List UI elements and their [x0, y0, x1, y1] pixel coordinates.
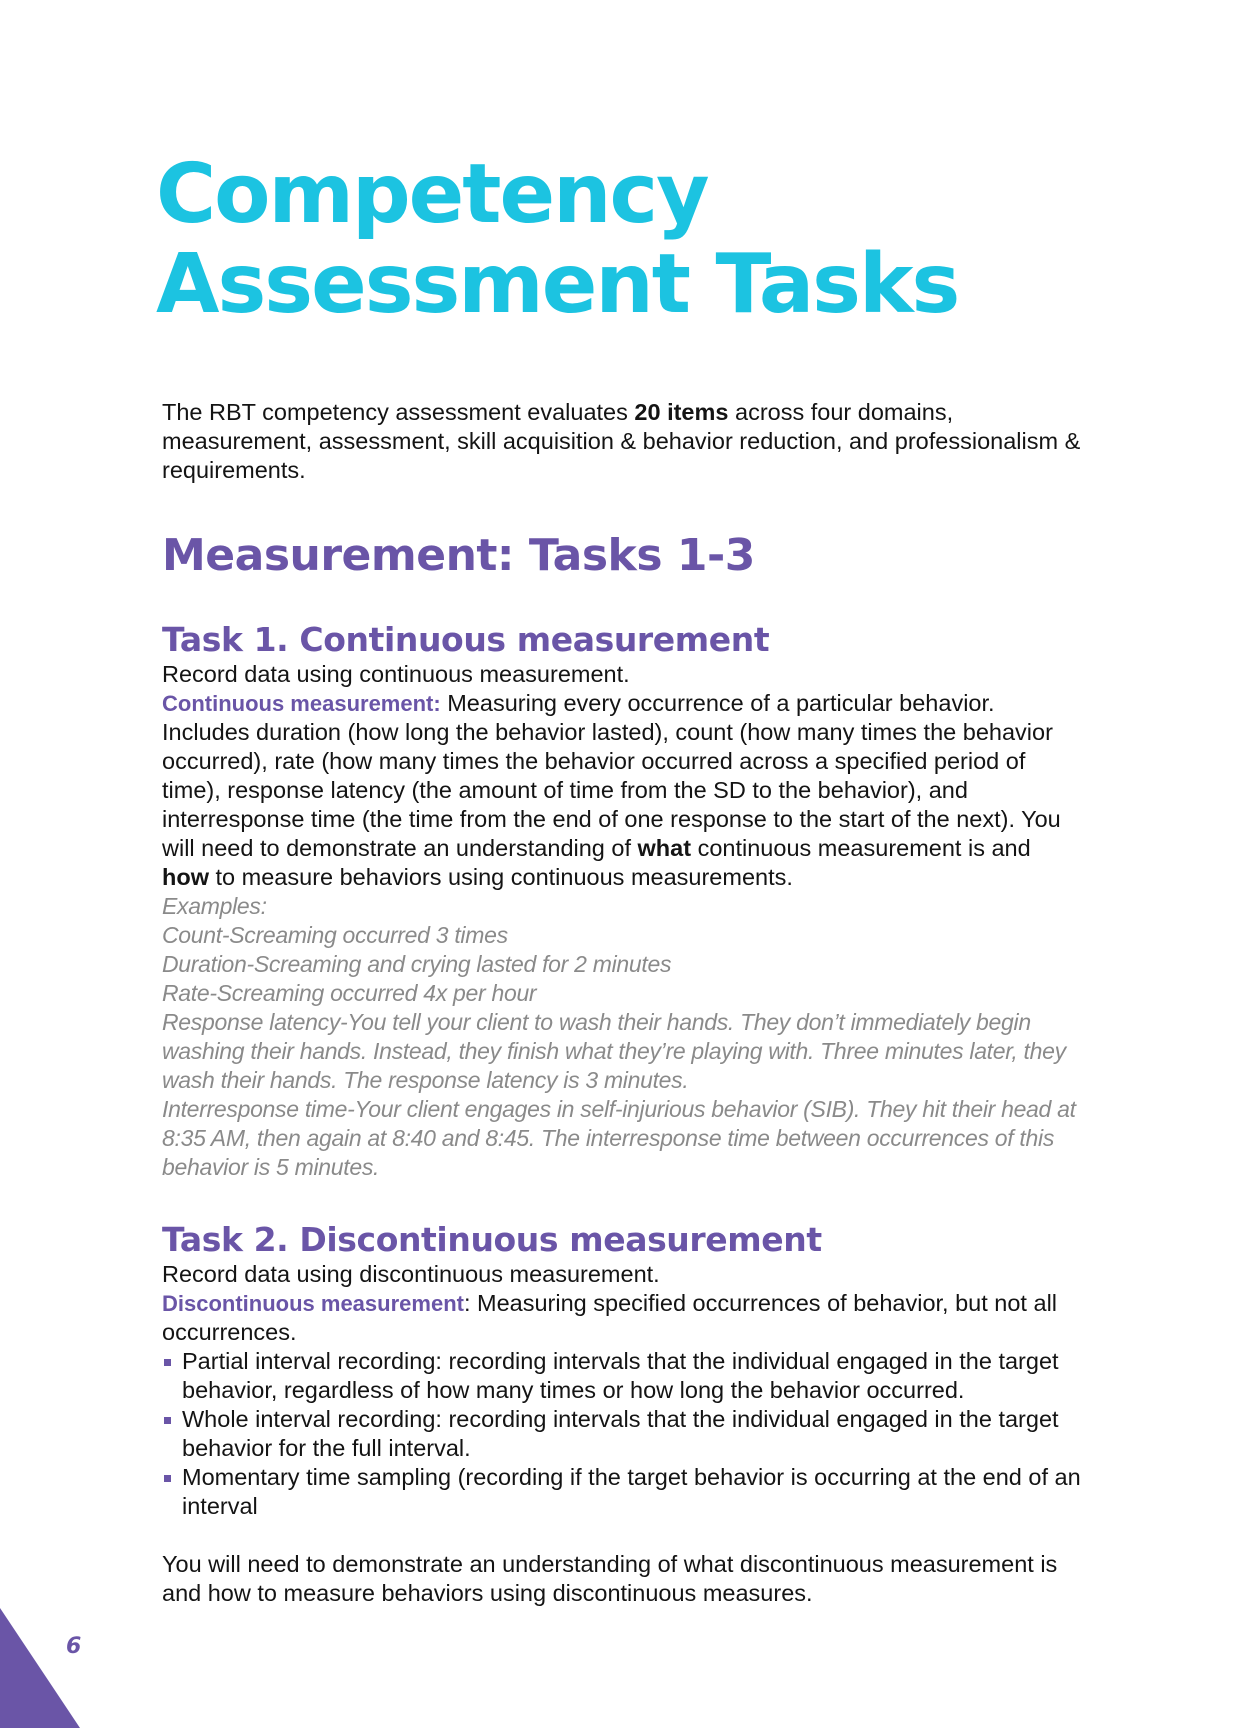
examples-label: Examples:: [162, 893, 267, 919]
task-1-definition-paragraph: [162, 689, 1082, 892]
page-number: 6: [66, 1634, 82, 1659]
task-2-title: Task 2. Discontinuous measurement: [162, 1220, 822, 1259]
task-1-demo-text-2: continuous measurement is and: [691, 835, 1031, 861]
task-2-closing: You will need to demonstrate an understanding of what discontinuous measurement is and how to measure behaviors using discontinuous measures.: [162, 1551, 1058, 1606]
task-2-summary: Record data using discontinuous measurement.: [162, 1261, 660, 1287]
bullet-text: Whole interval recording: recording intervals that the individual engaged in the target behavior for the full interval.: [182, 1406, 1059, 1461]
bullet-square-icon: [164, 1475, 171, 1482]
bullet-square-icon: [164, 1417, 171, 1424]
task-1-term: Continuous measurement:: [162, 691, 441, 716]
task-2-definition: : Measuring specified occurrences of behavior, but not all occurrences.: [162, 1290, 1058, 1345]
example-duration: Duration-Screaming and crying lasted for 2 minutes: [162, 951, 672, 977]
example-rate: Rate-Screaming occurred 4x per hour: [162, 980, 537, 1006]
task-2-bullet-list: [162, 1347, 1082, 1521]
task-2-section: [162, 1220, 1082, 1608]
task-2-definition-paragraph: [162, 1289, 1082, 1347]
corner-triangle-decoration: [0, 1608, 80, 1728]
intro-text-end: across four domains, measurement, assessment, skill acquisition & behavior reduction, and professionalism & requirements.: [162, 399, 1081, 483]
task-1-section: [162, 620, 1082, 1182]
intro-bold-count: 20 items: [634, 399, 729, 425]
intro-paragraph: [162, 398, 1082, 485]
bullet-square-icon: [164, 1359, 171, 1366]
bullet-text: Momentary time sampling (recording if the target behavior is occurring at the end of an interval: [182, 1464, 1081, 1519]
task-2-term: Discontinuous measurement: [162, 1291, 464, 1316]
example-interresponse-time: Interresponse time-Your client engages in self-injurious behavior (SIB). They hit their head at 8:35 AM, then again at 8:40 and 8:45. The interresponse time between occurrences of this behavior is 5 minutes.: [162, 1096, 1076, 1180]
section-heading: Measurement: Tasks 1-3: [162, 530, 755, 581]
task-1-demo-text-1: You will need to demonstrate an understanding of: [162, 806, 1061, 861]
task-1-title: Task 1. Continuous measurement: [162, 620, 770, 659]
page-title-line-1: Competency: [156, 147, 708, 242]
intro-text-start: The RBT competency assessment evaluates: [162, 399, 635, 425]
task-1-examples: [162, 892, 1082, 1182]
task-1-demo-bold-what: what: [637, 835, 692, 861]
page-title-line-2: Assessment Tasks: [156, 237, 959, 332]
task-1-demo-text-3: to measure behaviors using continuous measurements.: [209, 864, 793, 890]
bullet-item-partial-interval: [162, 1347, 1082, 1405]
example-response-latency: Response latency-You tell your client to wash their hands. They don’t immediately begin washing their hands. Instead, they finish what they’re playing with. Three minutes later, they wash their hands. The response latency is 3 minutes.: [162, 1009, 1066, 1093]
task-1-summary: Record data using continuous measurement.: [162, 661, 630, 687]
task-1-demo-bold-how: how: [162, 864, 209, 890]
example-count: Count-Screaming occurred 3 times: [162, 922, 508, 948]
bullet-item-whole-interval: [162, 1405, 1082, 1463]
bullet-text: Partial interval recording: recording intervals that the individual engaged in the target behavior, regardless of how many times or how long the behavior occurred.: [182, 1348, 1059, 1403]
task-1-definition: Measuring every occurrence of a particular behavior. Includes duration (how long the behavior lasted), count (how many times the behavior occurred), rate (how many times the behavior occurred across a specified period of time), response latency (the amount of time from the SD to the behavior), and interresponse time (the time from the end of one response to the start of the next).: [162, 690, 1053, 832]
paragraph-spacer: [162, 1521, 1082, 1550]
page-title: [156, 147, 959, 332]
bullet-item-momentary-time-sampling: [162, 1463, 1082, 1521]
